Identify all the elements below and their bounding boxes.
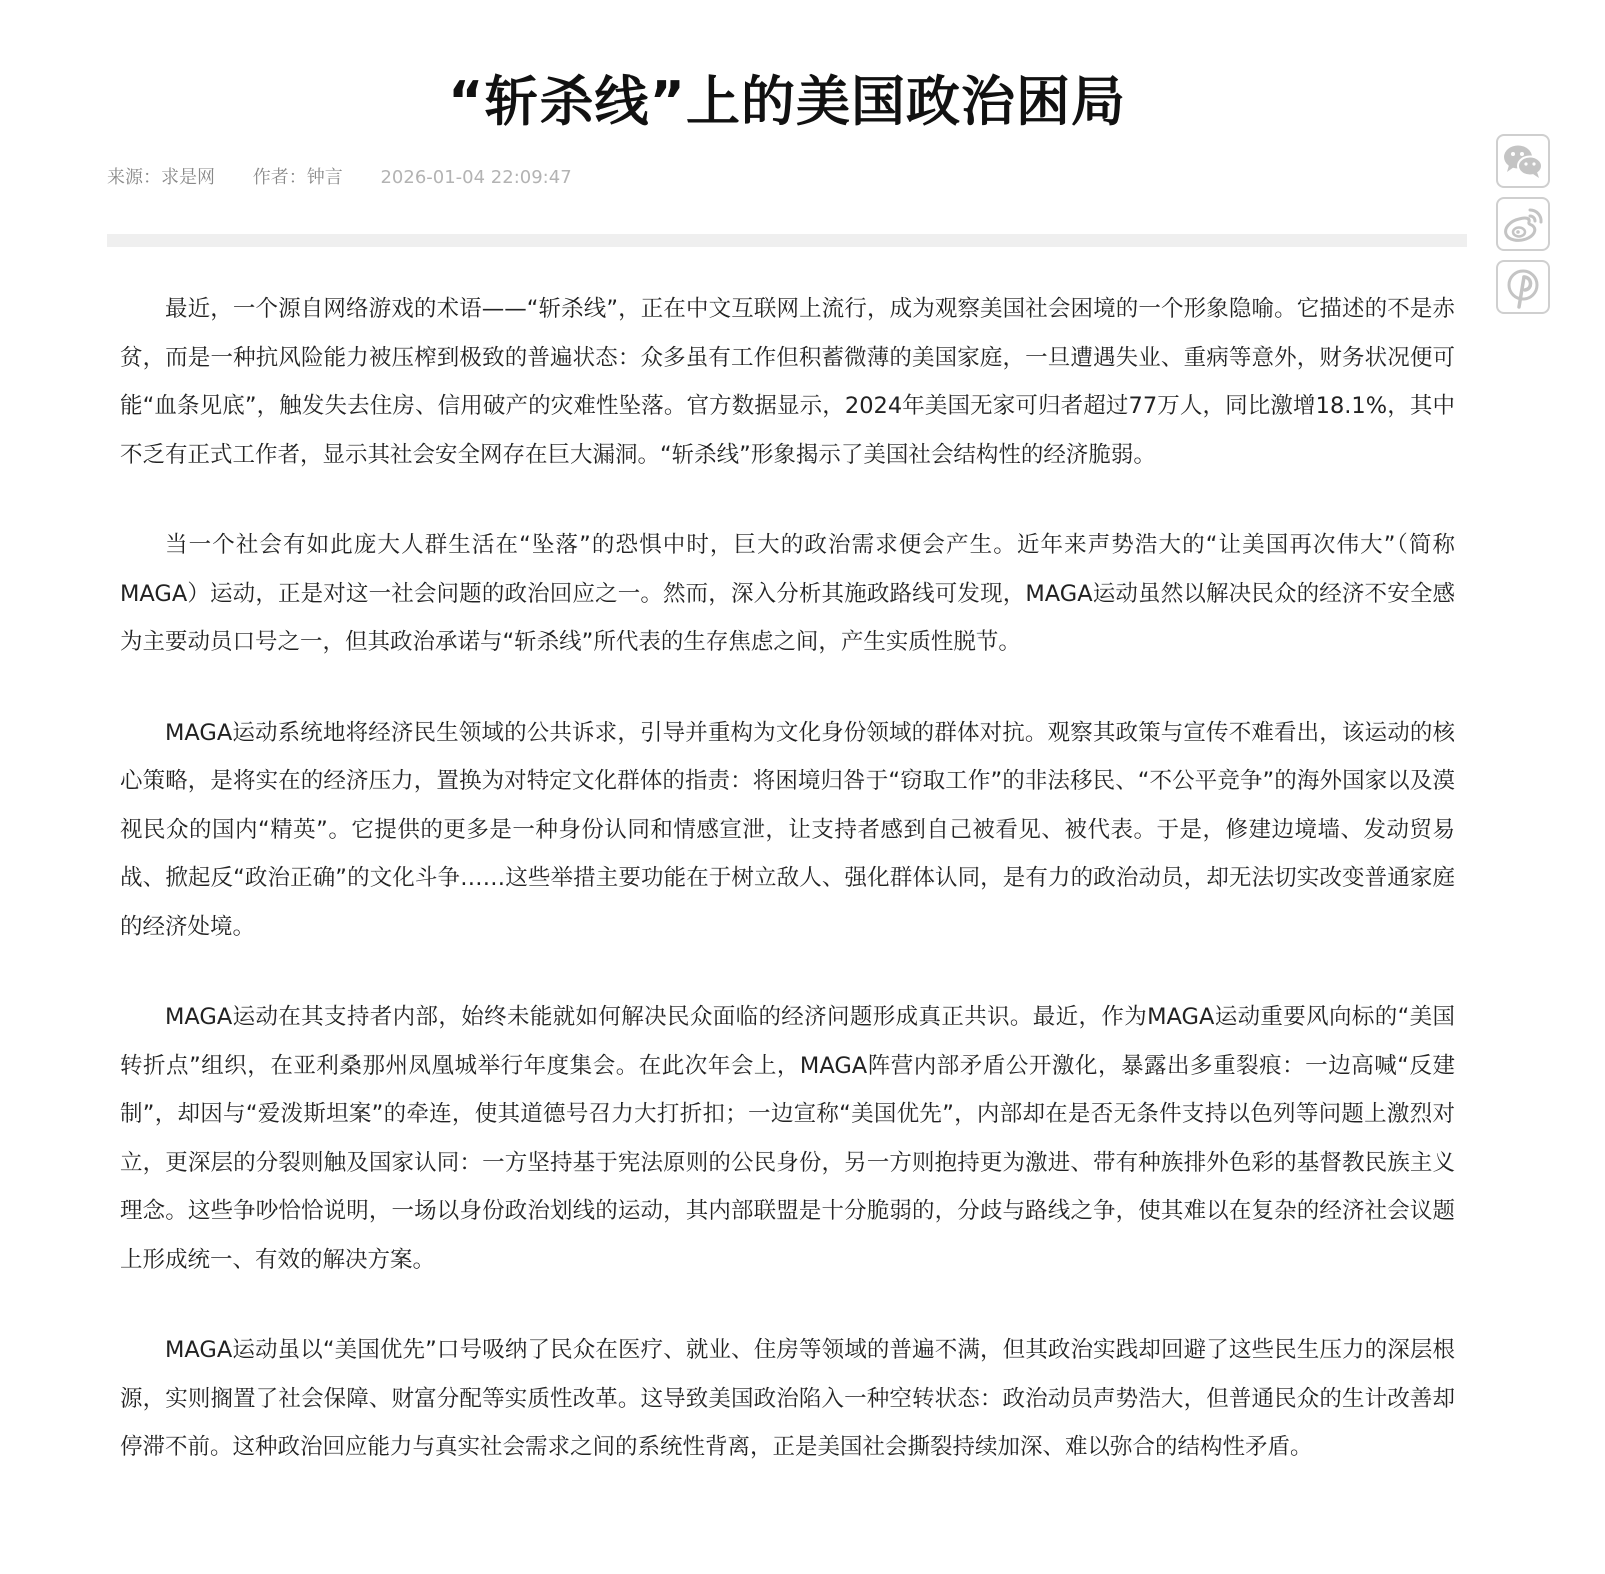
- author-label: 作者：钟言: [252, 167, 343, 188]
- article-meta: [107, 164, 572, 192]
- article-title: “斩杀线”上的美国政治困局: [448, 70, 1126, 133]
- article-body: [120, 285, 1455, 1514]
- share-weibo-button[interactable]: [1496, 197, 1550, 251]
- paragraph-2: 当一个社会有如此庞大人群生活在“坠落”的恐惧中时，巨大的政治需求便会产生。近年来声势浩大的“让美国再次伟大”（简称MAGA）运动，正是对这一社会问题的政治回应之一。然而，深入分析其施政路线可发现，MAGA运动虽然以解决民众的经济不安全感为主要动员口号之一，但其政治承诺与“斩杀线”所代表的生存焦虑之间，产生实质性脱节。: [120, 532, 1455, 655]
- wechat-icon: [1501, 141, 1545, 181]
- source-label: 来源：求是网: [107, 167, 215, 188]
- paragraph-5: MAGA运动虽以“美国优先”口号吸纳了民众在医疗、就业、住房等领域的普遍不满，但其政治实践却回避了这些民生压力的深层根源，实则搁置了社会保障、财富分配等实质性改革。这导致美国政治陷入一种空转状态：政治动员声势浩大，但普通民众的生计改善却停滞不前。这种政治回应能力与真实社会需求之间的系统性背离，正是美国社会撕裂持续加深、难以弥合的结构性矛盾。: [120, 1337, 1455, 1460]
- share-wechat-button[interactable]: [1496, 134, 1550, 188]
- paragraph-3: MAGA运动系统地将经济民生领域的公共诉求，引导并重构为文化身份领域的群体对抗。观察其政策与宣传不难看出，该运动的核心策略，是将实在的经济压力，置换为对特定文化群体的指责：将困境归咎于“窃取工作”的非法移民、“不公平竞争”的海外国家以及漠视民众的国内“精英”。它提供的更多是一种身份认同和情感宣泄，让支持者感到自己被看见、被代表。于是，修建边境墙、发动贸易战、掀起反“政治正确”的文化斗争……这些举措主要功能在于树立敌人、强化群体认同，是有力的政治动员，却无法切实改变普通家庭的经济处境。: [120, 719, 1455, 940]
- paragraph-4: MAGA运动在其支持者内部，始终未能就如何解决民众面临的经济问题形成真正共识。最近，作为MAGA运动重要风向标的“美国转折点”组织，在亚利桑那州凤凰城举行年度集会。在此次年会上，MAGA阵营内部矛盾公开激化，暴露出多重裂痕：一边高喊“反建制”，却因与“爱泼斯坦案”的牵连，使其道德号召力大打折扣；一边宣称“美国优先”，内部却在是否无条件支持以色列等问题上激烈对立，更深层的分裂则触及国家认同：一方坚持基于宪法原则的公民身份，另一方则抱持更为激进、带有种族排外色彩的基督教民族主义理念。这些争吵恰恰说明，一场以身份政治划线的运动，其内部联盟是十分脆弱的，分歧与路线之争，使其难以在复杂的经济社会议题上形成统一、有效的解决方案。: [120, 1004, 1455, 1273]
- publish-date: 2026-01-04 22:09:47: [380, 167, 572, 188]
- paragraph-1: 最近，一个源自网络游戏的术语——“斩杀线”，正在中文互联网上流行，成为观察美国社会困境的一个形象隐喻。它描述的不是赤贫，而是一种抗风险能力被压榨到极致的普遍状态：众多虽有工作但积蓄微薄的美国家庭，一旦遭遇失业、重病等意外，财务状况便可能“血条见底”，触发失去住房、信用破产的灾难性坠落。官方数据显示，2024年美国无家可归者超过77万人，同比激增18.1%，其中不乏有正式工作者，显示其社会安全网存在巨大漏洞。“斩杀线”形象揭示了美国社会结构性的经济脆弱。: [120, 296, 1455, 468]
- header-divider: [107, 234, 1467, 247]
- weibo-icon: [1501, 204, 1545, 244]
- share-pinterest-button[interactable]: [1496, 260, 1550, 314]
- share-bar: [1496, 134, 1554, 323]
- pinterest-icon: [1501, 265, 1545, 309]
